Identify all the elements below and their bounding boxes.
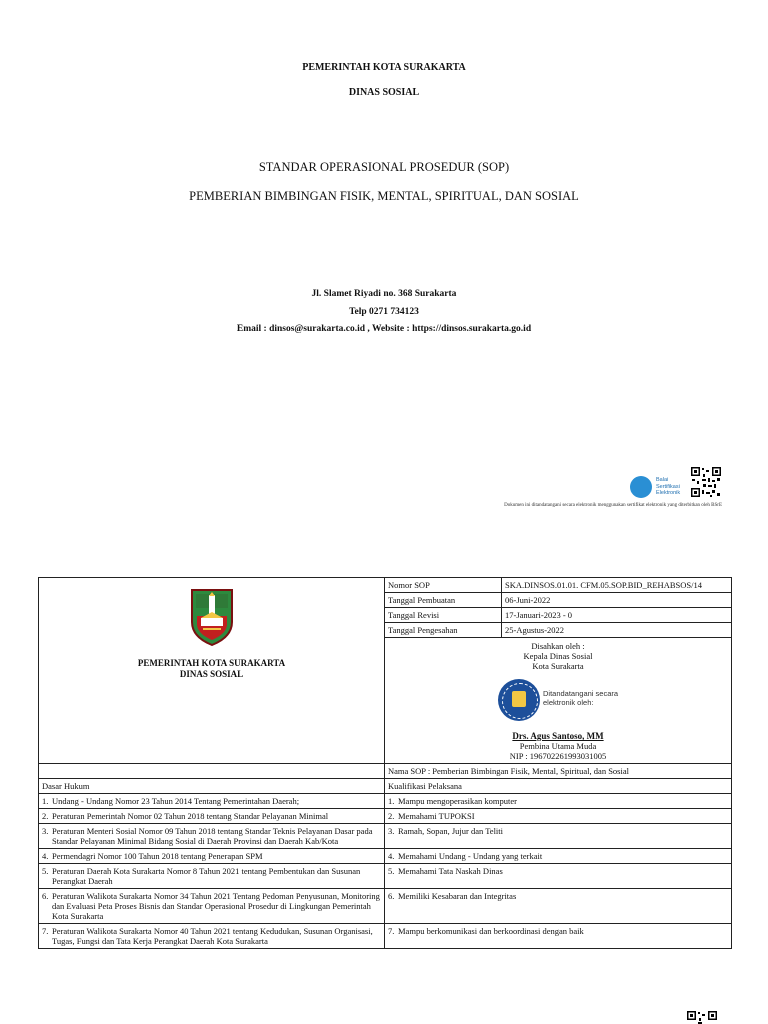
bsre-label-line: Balai (656, 477, 669, 483)
meta-label: Tanggal Pengesahan (385, 623, 502, 638)
header-phone: Telp 0271 734123 (349, 307, 419, 317)
qualification-item: 5. Memahami Tata Naskah Dinas (385, 864, 732, 889)
qualification-heading: Kualifikasi Pelaksana (385, 779, 732, 794)
header-email-website: Email : dinsos@surakarta.co.id , Website : https://dinsos.surakarta.go.id (236, 324, 532, 334)
qualification-item: 4. Memahami Undang - Undang yang terkait (385, 849, 732, 864)
sop-table (38, 577, 732, 949)
header-government: PEMERINTAH KOTA SURAKARTA (302, 62, 466, 73)
qualification-item: 2. Memahami TUPOKSI (385, 809, 732, 824)
qualification-item: 7. Mampu berkomunikasi dan berkoordinasi dengan baik (385, 924, 732, 949)
header-address: Jl. Slamet Riyadi no. 368 Surakarta (311, 289, 457, 299)
legal-basis-item: 1. Undang - Undang Nomor 23 Tahun 2014 Tentang Pemerintahan Daerah; (39, 794, 385, 809)
legal-basis-item: 2. Peraturan Pemerintah Nomor 02 Tahun 2018 tentang Standar Pelayanan Minimal (39, 809, 385, 824)
e-signature (388, 677, 728, 729)
sop-name-cell: Nama SOP : Pemberian Bimbingan Fisik, Mental, Spiritual, dan Sosial (385, 764, 732, 779)
meta-value: 17-Januari-2023 - 0 (502, 608, 732, 623)
legal-basis-item: 5. Peraturan Daerah Kota Surakarta Nomor 8 Tahun 2021 tentang Pembentukan dan Susunan Perangkat Daerah (39, 864, 385, 889)
meta-value: SKA.DINSOS.01.01. CFM.05.SOP.BID_REHABSOS/14 (502, 578, 732, 593)
e-signature-label: Ditandatangani secara (543, 689, 619, 698)
qualification-item: 1. Mampu mengoperasikan komputer (385, 794, 732, 809)
qr-code-icon (690, 466, 722, 498)
org-name: PEMERINTAH KOTA SURAKARTA (137, 658, 286, 668)
org-cell (39, 578, 385, 764)
header-sop-title: STANDAR OPERASIONAL PROSEDUR (SOP) (258, 160, 510, 174)
bsre-seal-icon (498, 679, 540, 721)
approval-heading: Disahkan oleh : (531, 641, 585, 651)
signer-nip: NIP : 196702261993031005 (509, 751, 607, 761)
e-signature-label: elektronik oleh: (543, 698, 594, 707)
meta-label: Tanggal Revisi (385, 608, 502, 623)
header-sop-name: PEMBERIAN BIMBINGAN FISIK, MENTAL, SPIRITUAL, DAN SOSIAL (189, 189, 579, 203)
approver-city: Kota Surakarta (532, 661, 584, 671)
legal-basis-item: 6. Peraturan Walikota Surakarta Nomor 34 Tahun 2021 Tentang Pedoman Penyusunan, Monitoring dan Evaluasi Peta Proses Bisnis dan Standar Operasional Prosedur di Lingkungan Pemerintah Kota Surakarta (39, 889, 385, 924)
legal-basis-item: 4. Permendagri Nomor 100 Tahun 2018 tentang Penerapan SPM (39, 849, 385, 864)
bsre-logo (628, 474, 688, 502)
bsre-label-line: Elektronik (656, 490, 681, 496)
meta-label: Nomor SOP (385, 578, 502, 593)
legal-basis-item: 7. Peraturan Walikota Surakarta Nomor 40 Tahun 2021 tentang Kedudukan, Susunan Organisasi, Tugas, Fungsi dan Tata Kerja Perangkat Daerah Kota Surakarta (39, 924, 385, 949)
approval-block (385, 638, 732, 764)
bsre-logo-icon (630, 476, 652, 498)
empty-cell (39, 764, 385, 779)
e-signature-note: Dokumen ini ditandatangani secara elektronik menggunakan sertifikat elektronik yang diterbitkan oleh BSrE (504, 503, 722, 508)
meta-value: 25-Agustus-2022 (502, 623, 732, 638)
header-agency: DINAS SOSIAL (348, 87, 420, 98)
legal-basis-heading: Dasar Hukum (39, 779, 385, 794)
qr-code-icon (686, 1010, 718, 1024)
qualification-item: 6. Memiliki Kesabaran dan Integritas (385, 889, 732, 924)
approver-position: Kepala Dinas Sosial (523, 651, 593, 661)
signer-rank: Pembina Utama Muda (519, 741, 597, 751)
bsre-label-line: Sertifikasi (656, 483, 680, 490)
signer-name: Drs. Agus Santoso, MM (512, 731, 604, 741)
qualification-item: 3. Ramah, Sopan, Jujur dan Teliti (385, 824, 732, 849)
meta-label: Tanggal Pembuatan (385, 593, 502, 608)
meta-value: 06-Juni-2022 (502, 593, 732, 608)
city-emblem-icon (189, 588, 235, 646)
legal-basis-item: 3. Peraturan Menteri Sosial Nomor 09 Tahun 2018 tentang Standar Teknis Pelayanan Dasar pada Standar Pelayanan Minimal Bidang Sosial di Daerah Provinsi dan Daerah Kab/Kota (39, 824, 385, 849)
org-department: DINAS SOSIAL (179, 668, 244, 679)
